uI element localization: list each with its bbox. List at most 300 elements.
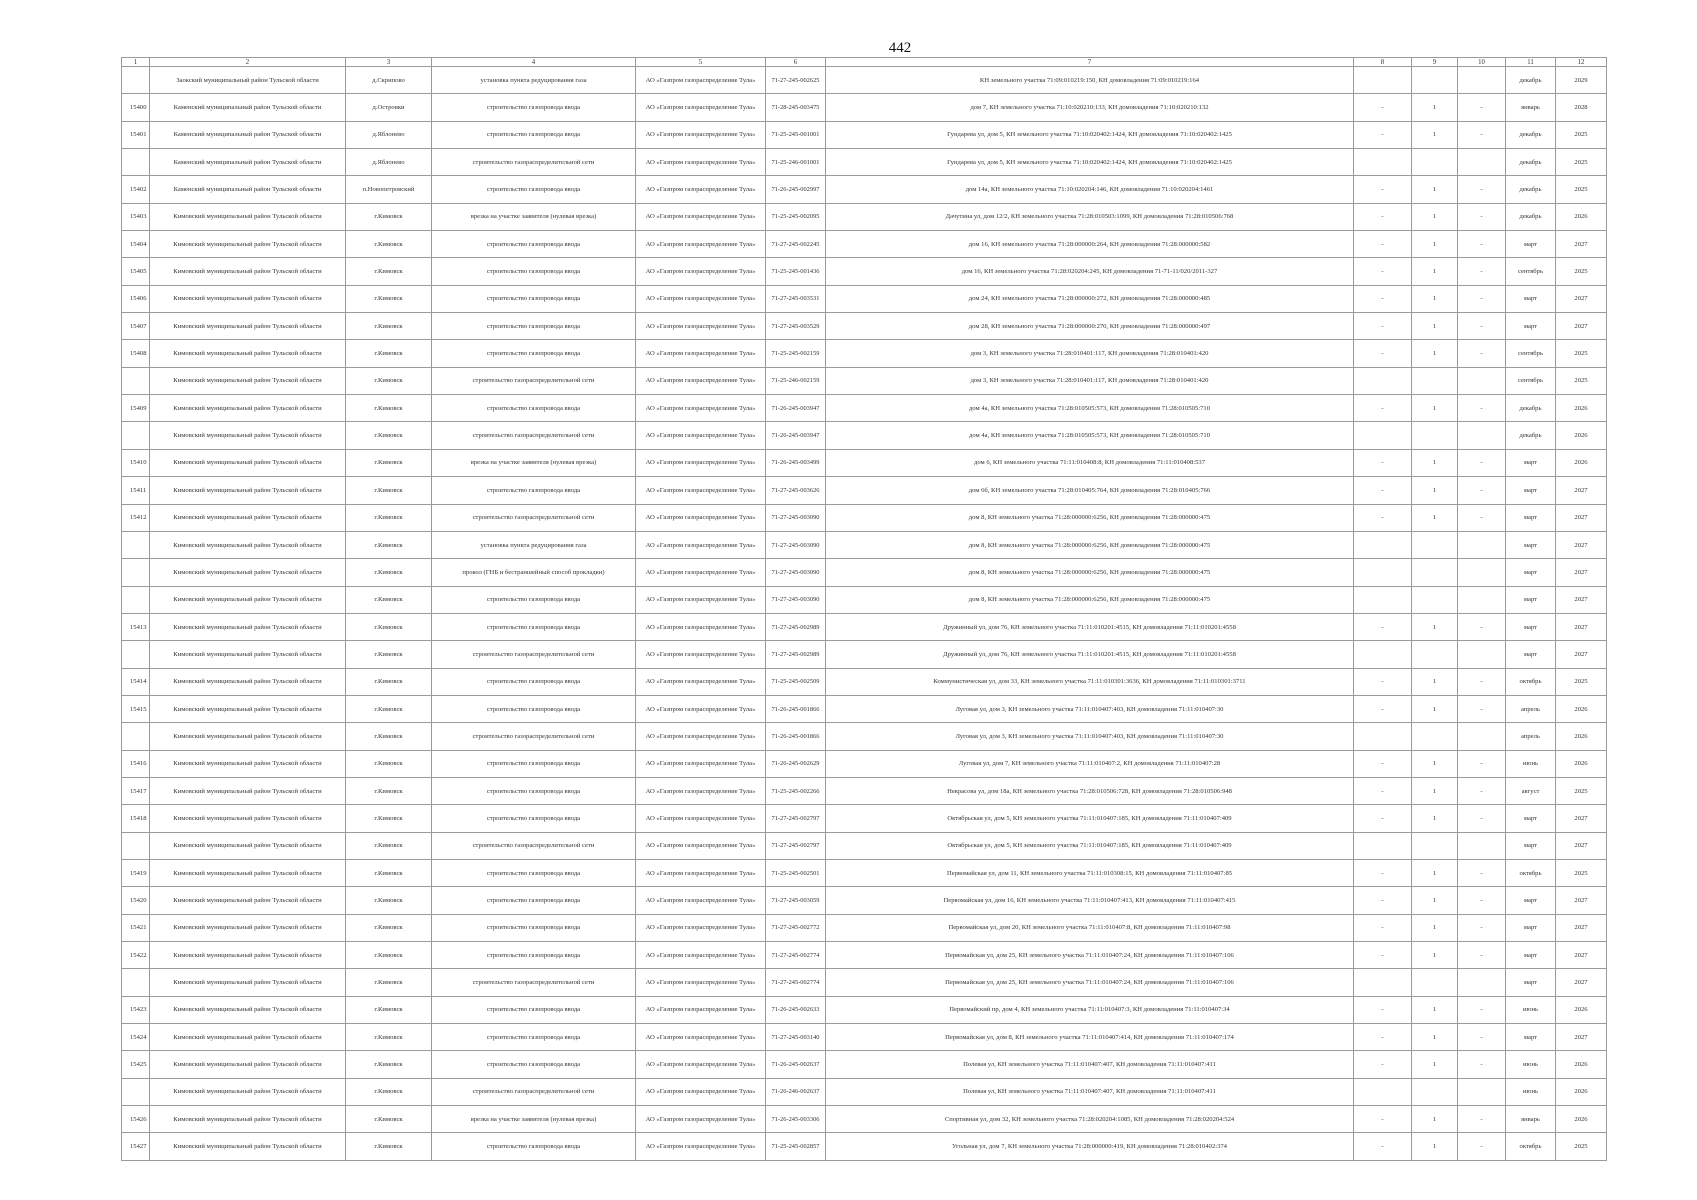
- month-cell: июнь: [1506, 1051, 1556, 1078]
- month-cell: март: [1506, 887, 1556, 914]
- month-cell: март: [1506, 641, 1556, 668]
- month-cell: декабрь: [1506, 203, 1556, 230]
- table-row: [122, 1051, 1607, 1078]
- work-type-cell: строительство газопровода ввода: [432, 1024, 636, 1051]
- col10-cell: [1458, 367, 1506, 394]
- col8-cell: -: [1354, 1051, 1412, 1078]
- col10-cell: -: [1458, 805, 1506, 832]
- work-type-cell: строительство газопровода ввода: [432, 887, 636, 914]
- column-header: 9: [1412, 58, 1458, 67]
- table-row: [122, 1024, 1607, 1051]
- year-cell: 2025: [1556, 149, 1607, 176]
- month-cell: декабрь: [1506, 176, 1556, 203]
- col9-cell: 1: [1412, 176, 1458, 203]
- row-number: [122, 832, 150, 859]
- month-cell: декабрь: [1506, 422, 1556, 449]
- application-code-cell: 71-27-245-003140: [766, 1024, 826, 1051]
- col10-cell: -: [1458, 258, 1506, 285]
- year-cell: 2027: [1556, 832, 1607, 859]
- application-code-cell: 71-27-245-003531: [766, 285, 826, 312]
- organization-cell: АО «Газпром газораспределение Тула»: [636, 94, 766, 121]
- object-cell: Дачутина ул, дом 12/2, КН земельного участка 71:28:010503:1099, КН домовладения 71:28:010506:768: [826, 203, 1354, 230]
- locality-cell: г.Кимовск: [346, 887, 432, 914]
- col10-cell: -: [1458, 668, 1506, 695]
- month-cell: март: [1506, 969, 1556, 996]
- district-cell: Кимовский муниципальный район Тульской области: [150, 969, 346, 996]
- organization-cell: АО «Газпром газораспределение Тула»: [636, 504, 766, 531]
- organization-cell: АО «Газпром газораспределение Тула»: [636, 1078, 766, 1105]
- application-code-cell: 71-25-245-002266: [766, 777, 826, 804]
- year-cell: 2027: [1556, 969, 1607, 996]
- organization-cell: АО «Газпром газораспределение Тула»: [636, 422, 766, 449]
- col8-cell: [1354, 559, 1412, 586]
- col8-cell: -: [1354, 340, 1412, 367]
- row-number: [122, 1078, 150, 1105]
- district-cell: Кимовский муниципальный район Тульской области: [150, 887, 346, 914]
- row-number: 15415: [122, 695, 150, 722]
- col9-cell: 1: [1412, 285, 1458, 312]
- col8-cell: -: [1354, 94, 1412, 121]
- year-cell: 2027: [1556, 942, 1607, 969]
- table-row: [122, 613, 1607, 640]
- col10-cell: -: [1458, 887, 1506, 914]
- month-cell: июнь: [1506, 750, 1556, 777]
- work-type-cell: строительство газопровода ввода: [432, 777, 636, 804]
- col10-cell: -: [1458, 1051, 1506, 1078]
- month-cell: март: [1506, 1024, 1556, 1051]
- month-cell: декабрь: [1506, 121, 1556, 148]
- month-cell: июнь: [1506, 996, 1556, 1023]
- row-number: 15402: [122, 176, 150, 203]
- year-cell: 2027: [1556, 914, 1607, 941]
- col10-cell: [1458, 422, 1506, 449]
- work-type-cell: строительство газопровода ввода: [432, 285, 636, 312]
- district-cell: Кимовский муниципальный район Тульской области: [150, 559, 346, 586]
- year-cell: 2027: [1556, 586, 1607, 613]
- col9-cell: 1: [1412, 504, 1458, 531]
- month-cell: март: [1506, 285, 1556, 312]
- work-type-cell: строительство газопровода ввода: [432, 477, 636, 504]
- year-cell: 2027: [1556, 559, 1607, 586]
- year-cell: 2025: [1556, 176, 1607, 203]
- year-cell: 2028: [1556, 94, 1607, 121]
- work-type-cell: строительство газопровода ввода: [432, 258, 636, 285]
- year-cell: 2025: [1556, 258, 1607, 285]
- col8-cell: -: [1354, 750, 1412, 777]
- work-type-cell: строительство газопровода ввода: [432, 805, 636, 832]
- year-cell: 2027: [1556, 887, 1607, 914]
- application-code-cell: 71-27-245-003626: [766, 477, 826, 504]
- organization-cell: АО «Газпром газораспределение Тула»: [636, 121, 766, 148]
- object-cell: Гундарева ул, дом 5, КН земельного участка 71:10:020402:1424, КН домовладения 71:10:020402:1425: [826, 149, 1354, 176]
- object-cell: дом 16, КН земельного участка 71:28:020204:245, КН домовладения 71-71-11/020/2011-327: [826, 258, 1354, 285]
- organization-cell: АО «Газпром газораспределение Тула»: [636, 149, 766, 176]
- col8-cell: -: [1354, 1024, 1412, 1051]
- col9-cell: 1: [1412, 859, 1458, 886]
- object-cell: дом 28, КН земельного участка 71:28:000000:270, КН домовладения 71:28:000000:497: [826, 313, 1354, 340]
- locality-cell: г.Кимовск: [346, 395, 432, 422]
- object-cell: Некрасова ул, дом 18а, КН земельного участка 71:28:010506:728, КН домовладения 71:28:010506:948: [826, 777, 1354, 804]
- row-number: [122, 559, 150, 586]
- column-header: 6: [766, 58, 826, 67]
- application-code-cell: 71-25-246-002159: [766, 367, 826, 394]
- year-cell: 2026: [1556, 449, 1607, 476]
- application-code-cell: 71-27-245-002797: [766, 832, 826, 859]
- row-number: 15407: [122, 313, 150, 340]
- work-type-cell: строительство газопровода ввода: [432, 942, 636, 969]
- row-number: 15401: [122, 121, 150, 148]
- col10-cell: [1458, 832, 1506, 859]
- month-cell: апрель: [1506, 695, 1556, 722]
- application-code-cell: 71-27-245-002797: [766, 805, 826, 832]
- col9-cell: 1: [1412, 695, 1458, 722]
- locality-cell: г.Кимовск: [346, 1024, 432, 1051]
- col9-cell: 1: [1412, 750, 1458, 777]
- row-number: 15409: [122, 395, 150, 422]
- col9-cell: 1: [1412, 94, 1458, 121]
- locality-cell: г.Кимовск: [346, 258, 432, 285]
- object-cell: дом 3, КН земельного участка 71:28:010401:117, КН домовладения 71:28:010401:420: [826, 340, 1354, 367]
- col8-cell: -: [1354, 313, 1412, 340]
- organization-cell: АО «Газпром газораспределение Тула»: [636, 258, 766, 285]
- month-cell: октябрь: [1506, 668, 1556, 695]
- row-number: 15420: [122, 887, 150, 914]
- locality-cell: г.Кимовск: [346, 668, 432, 695]
- year-cell: 2026: [1556, 750, 1607, 777]
- district-cell: Кимовский муниципальный район Тульской области: [150, 395, 346, 422]
- application-code-cell: 71-26-245-002633: [766, 996, 826, 1023]
- year-cell: 2027: [1556, 531, 1607, 558]
- col9-cell: 1: [1412, 1133, 1458, 1160]
- col8-cell: [1354, 969, 1412, 996]
- locality-cell: г.Кимовск: [346, 203, 432, 230]
- object-cell: Первомайская ул, дом 25, КН земельного участка 71:11:010407:24, КН домовладения 71:11:010407:106: [826, 969, 1354, 996]
- work-type-cell: строительство газопровода ввода: [432, 121, 636, 148]
- application-code-cell: 71-25-245-002159: [766, 340, 826, 367]
- work-type-cell: врезка на участке заявителя (нулевая врезка): [432, 449, 636, 476]
- work-type-cell: строительство газопровода ввода: [432, 231, 636, 258]
- col9-cell: [1412, 67, 1458, 94]
- col10-cell: -: [1458, 914, 1506, 941]
- organization-cell: АО «Газпром газораспределение Тула»: [636, 914, 766, 941]
- table-row: [122, 531, 1607, 558]
- object-cell: Спортивная ул, дом 32, КН земельного участка 71:28:020204:1085, КН домовладения 71:28:020204:524: [826, 1106, 1354, 1133]
- district-cell: Кимовский муниципальный район Тульской области: [150, 750, 346, 777]
- column-header: 4: [432, 58, 636, 67]
- district-cell: Кимовский муниципальный район Тульской области: [150, 777, 346, 804]
- object-cell: Полевая ул, КН земельного участка 71:11:010407:407, КН домовладения 71:11:010407:411: [826, 1078, 1354, 1105]
- row-number: [122, 969, 150, 996]
- column-header: 1: [122, 58, 150, 67]
- row-number: [122, 586, 150, 613]
- col9-cell: 1: [1412, 449, 1458, 476]
- organization-cell: АО «Газпром газораспределение Тула»: [636, 750, 766, 777]
- table-row: [122, 1078, 1607, 1105]
- district-cell: Кимовский муниципальный район Тульской области: [150, 832, 346, 859]
- table-row: [122, 340, 1607, 367]
- col9-cell: [1412, 1078, 1458, 1105]
- col9-cell: [1412, 149, 1458, 176]
- district-cell: Каменский муниципальный район Тульской области: [150, 149, 346, 176]
- work-type-cell: строительство газораспределительной сети: [432, 149, 636, 176]
- col9-cell: [1412, 723, 1458, 750]
- organization-cell: АО «Газпром газораспределение Тула»: [636, 777, 766, 804]
- district-cell: Кимовский муниципальный район Тульской области: [150, 613, 346, 640]
- application-code-cell: 71-27-245-003529: [766, 313, 826, 340]
- col9-cell: 1: [1412, 777, 1458, 804]
- locality-cell: г.Кимовск: [346, 805, 432, 832]
- object-cell: дом 14а, КН земельного участка 71:10:020204:146, КН домовладения 71:10:020204:1461: [826, 176, 1354, 203]
- row-number: 15413: [122, 613, 150, 640]
- col10-cell: -: [1458, 613, 1506, 640]
- month-cell: март: [1506, 313, 1556, 340]
- col10-cell: -: [1458, 121, 1506, 148]
- row-number: 15427: [122, 1133, 150, 1160]
- application-code-cell: 71-27-245-002772: [766, 914, 826, 941]
- year-cell: 2025: [1556, 367, 1607, 394]
- work-type-cell: строительство газопровода ввода: [432, 859, 636, 886]
- col10-cell: -: [1458, 750, 1506, 777]
- row-number: [122, 422, 150, 449]
- col8-cell: -: [1354, 231, 1412, 258]
- table-row: [122, 1106, 1607, 1133]
- district-cell: Кимовский муниципальный район Тульской области: [150, 531, 346, 558]
- district-cell: Кимовский муниципальный район Тульской области: [150, 1024, 346, 1051]
- object-cell: дом 6, КН земельного участка 71:11:010408:8, КН домовладения 71:11:010408:537: [826, 449, 1354, 476]
- application-code-cell: 71-25-245-002501: [766, 859, 826, 886]
- column-header: 7: [826, 58, 1354, 67]
- object-cell: Дружинный ул, дом 76, КН земельного участка 71:11:010201:4515, КН домовладения 71:11:010201:4558: [826, 613, 1354, 640]
- locality-cell: г.Кимовск: [346, 969, 432, 996]
- organization-cell: АО «Газпром газораспределение Тула»: [636, 832, 766, 859]
- table-row: [122, 1133, 1607, 1160]
- organization-cell: АО «Газпром газораспределение Тула»: [636, 395, 766, 422]
- column-number-row: [122, 58, 1607, 67]
- column-header: 11: [1506, 58, 1556, 67]
- col8-cell: -: [1354, 914, 1412, 941]
- locality-cell: г.Кимовск: [346, 285, 432, 312]
- object-cell: Октябрьская ул, дом 5, КН земельного участка 71:11:010407:185, КН домовладения 71:11:010407:409: [826, 805, 1354, 832]
- row-number: 15406: [122, 285, 150, 312]
- col9-cell: 1: [1412, 805, 1458, 832]
- row-number: 15405: [122, 258, 150, 285]
- month-cell: июнь: [1506, 1078, 1556, 1105]
- organization-cell: АО «Газпром газораспределение Тула»: [636, 723, 766, 750]
- object-cell: Угольная ул, дом 7, КН земельного участка 71:28:000000:419, КН домовладения 71:28:010402:374: [826, 1133, 1354, 1160]
- col9-cell: 1: [1412, 996, 1458, 1023]
- col8-cell: -: [1354, 258, 1412, 285]
- col10-cell: -: [1458, 285, 1506, 312]
- locality-cell: г.Кимовск: [346, 504, 432, 531]
- year-cell: 2026: [1556, 395, 1607, 422]
- application-code-cell: 71-27-245-003059: [766, 887, 826, 914]
- work-type-cell: строительство газопровода ввода: [432, 1133, 636, 1160]
- object-cell: дом 4а, КН земельного участка 71:28:010505:573, КН домовладения 71:28:010505:710: [826, 395, 1354, 422]
- locality-cell: г.Кимовск: [346, 559, 432, 586]
- organization-cell: АО «Газпром газораспределение Тула»: [636, 805, 766, 832]
- object-cell: Дружинный ул, дом 76, КН земельного участка 71:11:010201:4515, КН домовладения 71:11:010201:4558: [826, 641, 1354, 668]
- application-code-cell: 71-26-245-003306: [766, 1106, 826, 1133]
- table-row: [122, 477, 1607, 504]
- year-cell: 2025: [1556, 668, 1607, 695]
- work-type-cell: установка пункта редуцирования газа: [432, 67, 636, 94]
- table-row: [122, 996, 1607, 1023]
- locality-cell: д.Яблонево: [346, 121, 432, 148]
- application-code-cell: 71-27-245-002989: [766, 641, 826, 668]
- month-cell: октябрь: [1506, 1133, 1556, 1160]
- work-type-cell: строительство газопровода ввода: [432, 395, 636, 422]
- col10-cell: -: [1458, 504, 1506, 531]
- work-type-cell: строительство газораспределительной сети: [432, 367, 636, 394]
- row-number: 15414: [122, 668, 150, 695]
- application-code-cell: 71-27-245-002625: [766, 67, 826, 94]
- organization-cell: АО «Газпром газораспределение Тула»: [636, 1106, 766, 1133]
- work-type-cell: строительство газопровода ввода: [432, 750, 636, 777]
- col10-cell: [1458, 149, 1506, 176]
- organization-cell: АО «Газпром газораспределение Тула»: [636, 531, 766, 558]
- table-row: [122, 231, 1607, 258]
- organization-cell: АО «Газпром газораспределение Тула»: [636, 887, 766, 914]
- locality-cell: г.Кимовск: [346, 531, 432, 558]
- object-cell: дом 8, КН земельного участка 71:28:000000:6256, КН домовладения 71:28:000000:475: [826, 586, 1354, 613]
- year-cell: 2026: [1556, 422, 1607, 449]
- col9-cell: 1: [1412, 395, 1458, 422]
- application-code-cell: 71-26-245-002629: [766, 750, 826, 777]
- application-code-cell: 71-25-245-002857: [766, 1133, 826, 1160]
- district-cell: Кимовский муниципальный район Тульской области: [150, 203, 346, 230]
- month-cell: март: [1506, 613, 1556, 640]
- year-cell: 2026: [1556, 996, 1607, 1023]
- month-cell: январь: [1506, 1106, 1556, 1133]
- col8-cell: -: [1354, 477, 1412, 504]
- application-code-cell: 71-27-245-003090: [766, 504, 826, 531]
- col8-cell: [1354, 641, 1412, 668]
- district-cell: Каменский муниципальный район Тульской области: [150, 121, 346, 148]
- month-cell: декабрь: [1506, 395, 1556, 422]
- col8-cell: -: [1354, 613, 1412, 640]
- row-number: 15416: [122, 750, 150, 777]
- application-code-cell: 71-28-245-003475: [766, 94, 826, 121]
- application-code-cell: 71-25-246-001001: [766, 149, 826, 176]
- year-cell: 2027: [1556, 231, 1607, 258]
- object-cell: Луговая ул, дом 3, КН земельного участка 71:11:010407:403, КН домовладения 71:11:010407:30: [826, 723, 1354, 750]
- year-cell: 2027: [1556, 805, 1607, 832]
- locality-cell: г.Кимовск: [346, 832, 432, 859]
- object-cell: дом 16, КН земельного участка 71:28:000000:264, КН домовладения 71:28:000000:582: [826, 231, 1354, 258]
- work-type-cell: строительство газопровода ввода: [432, 1051, 636, 1078]
- year-cell: 2026: [1556, 695, 1607, 722]
- row-number: 15403: [122, 203, 150, 230]
- locality-cell: г.Кимовск: [346, 1133, 432, 1160]
- locality-cell: г.Кимовск: [346, 367, 432, 394]
- table-row: [122, 67, 1607, 94]
- table-row: [122, 805, 1607, 832]
- col10-cell: [1458, 67, 1506, 94]
- district-cell: Кимовский муниципальный район Тульской области: [150, 340, 346, 367]
- month-cell: март: [1506, 504, 1556, 531]
- col8-cell: -: [1354, 203, 1412, 230]
- table-row: [122, 914, 1607, 941]
- locality-cell: г.Кимовск: [346, 449, 432, 476]
- object-cell: дом 24, КН земельного участка 71:28:000000:272, КН домовладения 71:28:000000:485: [826, 285, 1354, 312]
- col10-cell: -: [1458, 859, 1506, 886]
- column-header: 2: [150, 58, 346, 67]
- col10-cell: -: [1458, 449, 1506, 476]
- application-code-cell: 71-26-245-003947: [766, 395, 826, 422]
- row-number: 15400: [122, 94, 150, 121]
- locality-cell: г.Кимовск: [346, 750, 432, 777]
- col9-cell: [1412, 367, 1458, 394]
- table-row: [122, 449, 1607, 476]
- col8-cell: [1354, 149, 1412, 176]
- col10-cell: [1458, 586, 1506, 613]
- organization-cell: АО «Газпром газораспределение Тула»: [636, 340, 766, 367]
- object-cell: Луговая ул, дом 7, КН земельного участка 71:11:010407:2, КН домовладения 71:11:010407:28: [826, 750, 1354, 777]
- work-type-cell: строительство газораспределительной сети: [432, 422, 636, 449]
- organization-cell: АО «Газпром газораспределение Тула»: [636, 559, 766, 586]
- year-cell: 2027: [1556, 613, 1607, 640]
- row-number: [122, 531, 150, 558]
- district-cell: Кимовский муниципальный район Тульской области: [150, 504, 346, 531]
- col8-cell: [1354, 723, 1412, 750]
- object-cell: дом 4а, КН земельного участка 71:28:010505:573, КН домовладения 71:28:010505:710: [826, 422, 1354, 449]
- district-cell: Кимовский муниципальный район Тульской области: [150, 231, 346, 258]
- year-cell: 2026: [1556, 1051, 1607, 1078]
- object-cell: Первомайская ул, дом 8, КН земельного участка 71:11:010407:414, КН домовладения 71:11:010407:174: [826, 1024, 1354, 1051]
- district-cell: Кимовский муниципальный район Тульской области: [150, 285, 346, 312]
- year-cell: 2026: [1556, 1106, 1607, 1133]
- col9-cell: [1412, 531, 1458, 558]
- col9-cell: [1412, 559, 1458, 586]
- organization-cell: АО «Газпром газораспределение Тула»: [636, 641, 766, 668]
- month-cell: март: [1506, 805, 1556, 832]
- col9-cell: 1: [1412, 121, 1458, 148]
- table-row: [122, 887, 1607, 914]
- year-cell: 2027: [1556, 313, 1607, 340]
- col10-cell: [1458, 531, 1506, 558]
- column-header: 8: [1354, 58, 1412, 67]
- organization-cell: АО «Газпром газораспределение Тула»: [636, 613, 766, 640]
- col8-cell: [1354, 367, 1412, 394]
- application-code-cell: 71-25-245-002509: [766, 668, 826, 695]
- year-cell: 2027: [1556, 641, 1607, 668]
- district-cell: Кимовский муниципальный район Тульской области: [150, 477, 346, 504]
- application-code-cell: 71-27-245-002774: [766, 942, 826, 969]
- col9-cell: [1412, 641, 1458, 668]
- col9-cell: 1: [1412, 887, 1458, 914]
- table-row: [122, 750, 1607, 777]
- col9-cell: 1: [1412, 942, 1458, 969]
- year-cell: 2025: [1556, 1133, 1607, 1160]
- col8-cell: -: [1354, 859, 1412, 886]
- work-type-cell: строительство газопровода ввода: [432, 914, 636, 941]
- row-number: 15417: [122, 777, 150, 804]
- month-cell: март: [1506, 231, 1556, 258]
- col10-cell: -: [1458, 942, 1506, 969]
- col10-cell: -: [1458, 1024, 1506, 1051]
- year-cell: 2027: [1556, 504, 1607, 531]
- year-cell: 2026: [1556, 203, 1607, 230]
- object-cell: Первомайская ул, дом 16, КН земельного участка 71:11:010407:413, КН домовладения 71:11:010407:415: [826, 887, 1354, 914]
- col10-cell: [1458, 559, 1506, 586]
- col10-cell: -: [1458, 203, 1506, 230]
- month-cell: сентябрь: [1506, 367, 1556, 394]
- application-code-cell: 71-26-245-003499: [766, 449, 826, 476]
- application-code-cell: 71-27-245-003090: [766, 586, 826, 613]
- work-type-cell: строительство газопровода ввода: [432, 695, 636, 722]
- locality-cell: г.Кимовск: [346, 1078, 432, 1105]
- work-type-cell: строительство газопровода ввода: [432, 586, 636, 613]
